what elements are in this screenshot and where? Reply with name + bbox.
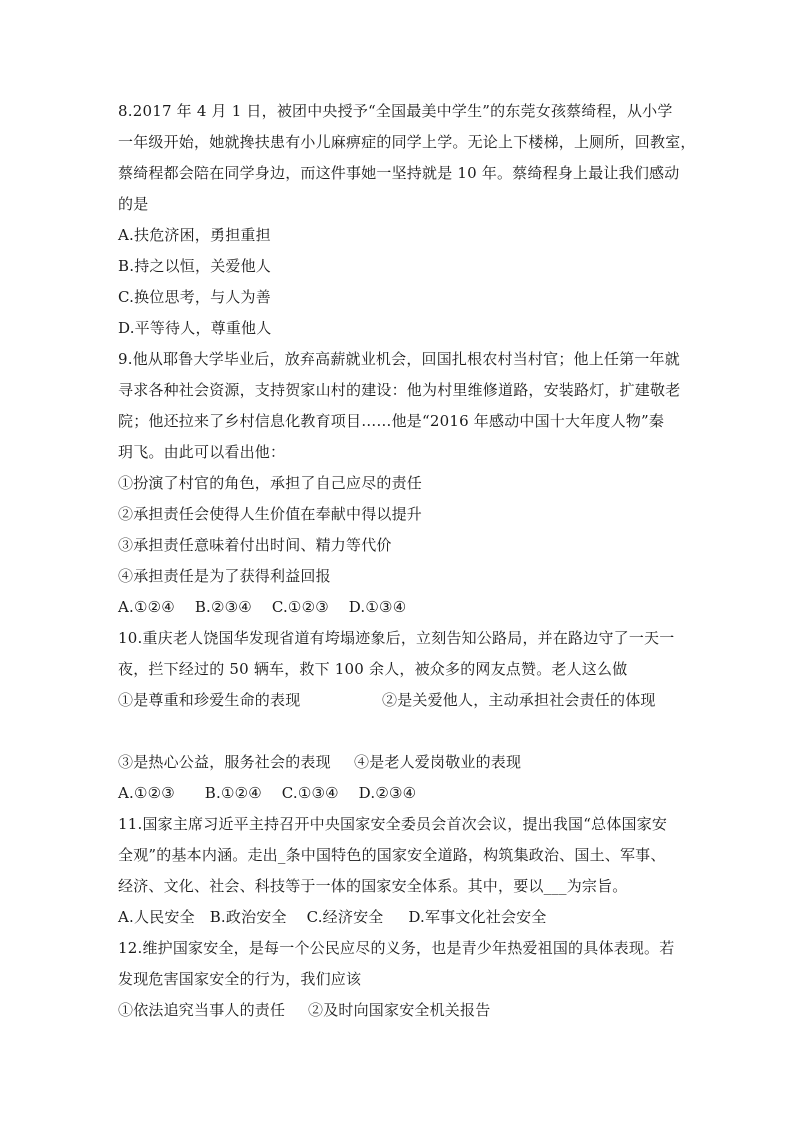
question-12-stem-line: 发现危害国家安全的行为，我们应该 (118, 970, 362, 988)
question-10-statements-row-2 (118, 747, 678, 778)
question-12-stem-line: 12.维护国家安全，是每一个公民应尽的义务，也是青少年热爱祖国的具体表现。若 (118, 939, 675, 957)
question-9-stem-line: 9.他从耶鲁大学毕业后，放弃高薪就业机会，回国扎根农村当村官；他上任第一年就 (118, 350, 680, 368)
question-9-statement-2: ②承担责任会使得人生价值在奉献中得以提升 (118, 505, 423, 523)
question-8-stem-line: 8.2017 年 4 月 1 日，被团中央授予“全国最美中学生”的东莞女孩蔡绮程，从小学 (118, 102, 673, 120)
question-12-statement-2: ②及时向国家安全机关报告 (308, 1001, 491, 1019)
question-8-stem-line: 一年级开始，她就搀扶患有小儿麻痹症的同学上学。无论上下楼梯，上厕所，回教室， (118, 133, 696, 151)
question-12-statement-1: ①依法追究当事人的责任 (118, 1001, 286, 1019)
question-8-option-a: A.扶危济困，勇担重担 (118, 226, 271, 244)
blank-line (118, 716, 678, 747)
question-11-options: A.人民安全 B.政治安全 C.经济安全 D.军事文化社会安全 (118, 908, 547, 926)
question-12 (118, 933, 678, 1026)
question-12-statements-row (118, 995, 678, 1026)
question-8-option-c: C.换位思考，与人为善 (118, 288, 271, 306)
question-8-stem-line: 的是 (118, 195, 149, 213)
question-10 (118, 623, 678, 809)
question-9 (118, 344, 681, 623)
question-10-stem-line: 10.重庆老人饶国华发现省道有垮塌迹象后，立刻告知公路局，并在路边守了一天一 (118, 629, 675, 647)
question-10-statement-4: ④是老人爱岗敬业的表现 (354, 753, 522, 771)
question-8-option-d: D.平等待人，尊重他人 (118, 319, 272, 337)
question-10-options: A.①②③ B.①②④ C.①③④ D.②③④ (118, 784, 417, 802)
question-8-stem-line: 蔡绮程都会陪在同学身边，而这件事她一坚持就是 10 年。蔡绮程身上最让我们感动 (118, 164, 680, 182)
question-9-stem-line: 玥飞。由此可以看出他： (118, 443, 286, 461)
question-11 (118, 809, 678, 933)
question-10-statement-3: ③是热心公益，服务社会的表现 (118, 753, 331, 771)
question-10-statements-row-1 (118, 685, 678, 716)
question-8-option-b: B.持之以恒，关爱他人 (118, 257, 271, 275)
exam-page (118, 96, 696, 1026)
question-11-stem-line: 11.国家主席习近平主持召开中央国家安全委员会首次会议，提出我国“总体国家安 (118, 815, 668, 833)
question-9-statement-4: ④承担责任是为了获得利益回报 (118, 567, 331, 585)
question-10-stem-line: 夜，拦下经过的 50 辆车，救下 100 余人，被众多的网友点赞。老人这么做 (118, 660, 628, 678)
question-9-statement-3: ③承担责任意味着付出时间、精力等代价 (118, 536, 392, 554)
question-9-stem-line: 寻求各种社会资源，支持贺家山村的建设：他为村里维修道路，安装路灯，扩建敬老 (118, 381, 681, 399)
question-9-options: A.①②④ B.②③④ C.①②③ D.①③④ (118, 598, 407, 616)
question-10-statement-2: ②是关爱他人，主动承担社会责任的体现 (382, 691, 656, 709)
question-11-stem-line: 全观”的基本内涵。走出_条中国特色的国家安全道路，构筑集政治、国土、军事、 (118, 846, 666, 864)
question-8 (118, 96, 696, 344)
question-9-statement-1: ①扮演了村官的角色，承担了自己应尽的责任 (118, 474, 423, 492)
question-9-stem-line: 院；他还拉来了乡村信息化教育项目……他是“2016 年感动中国十大年度人物”秦 (118, 412, 665, 430)
question-11-stem-line: 经济、文化、社会、科技等于一体的国家安全体系。其中，要以___为宗旨。 (118, 877, 628, 895)
question-10-statement-1: ①是尊重和珍爱生命的表现 (118, 691, 301, 709)
